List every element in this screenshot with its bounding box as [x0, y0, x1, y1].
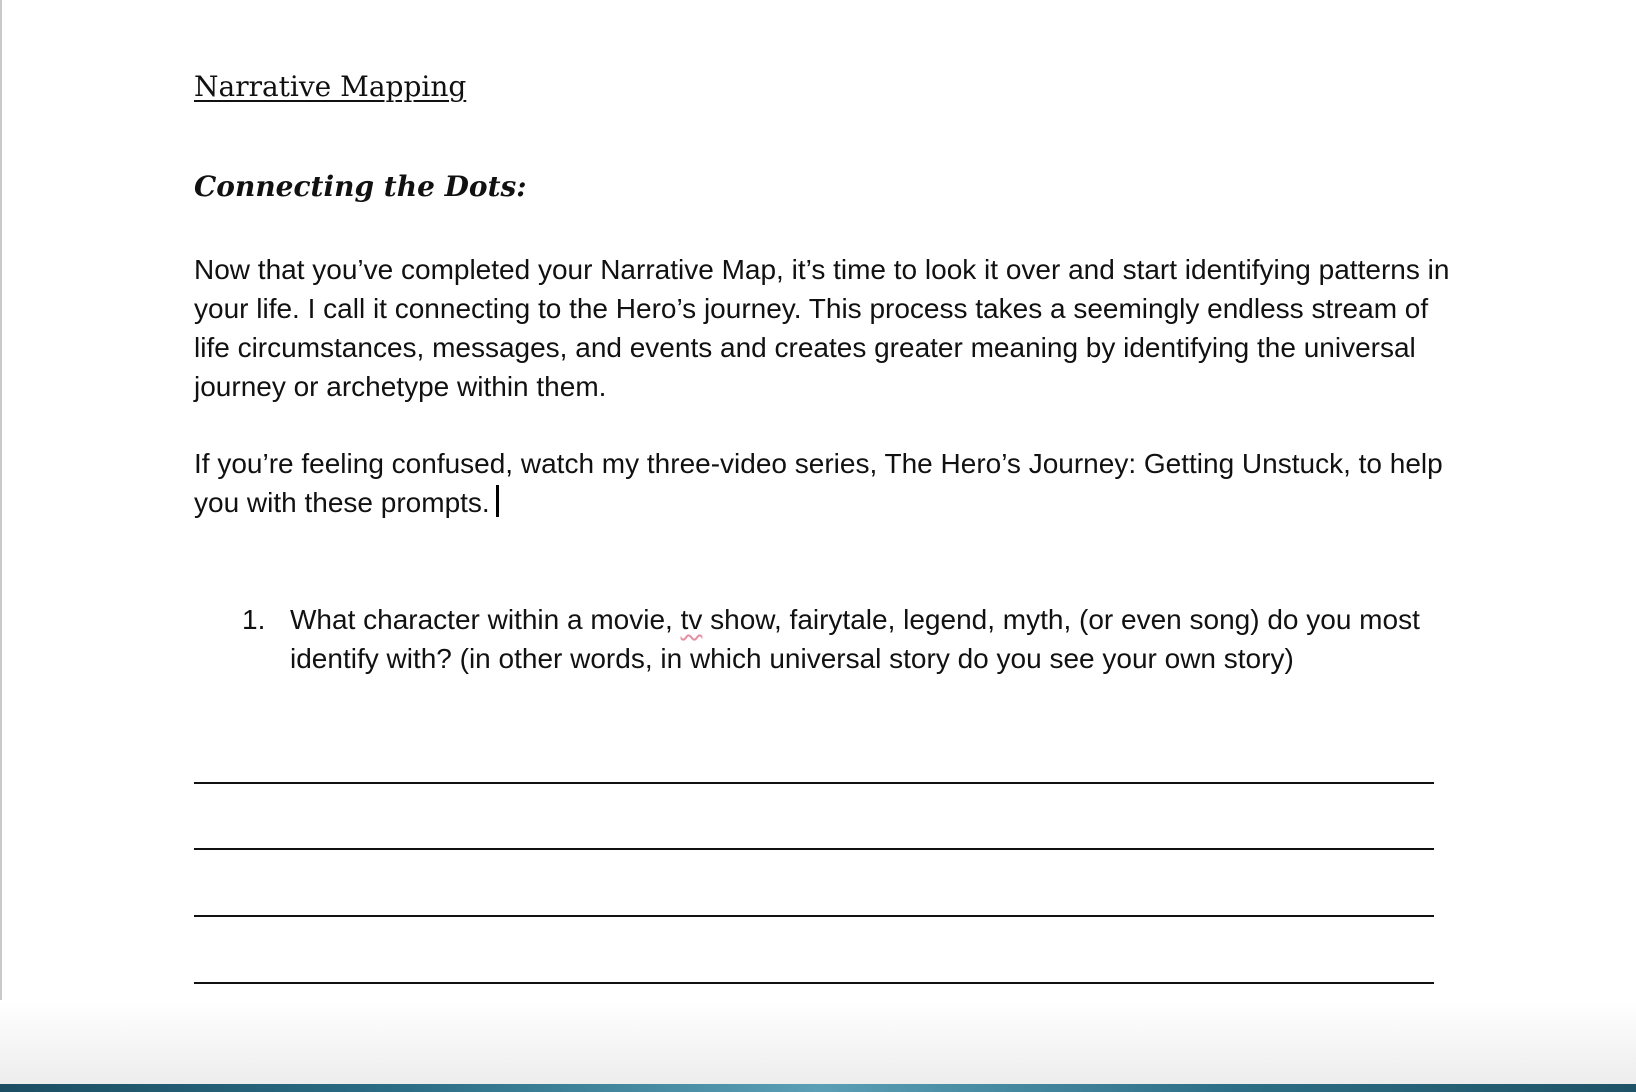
taskbar-strip: [0, 1084, 1636, 1092]
section-heading: Connecting the Dots:: [194, 170, 527, 203]
answer-line[interactable]: [194, 848, 1434, 850]
intro-paragraph: Now that you’ve completed your Narrative Map, it’s time to look it over and start identifying patterns in your life. I call it connecting to the Hero’s journey. This process takes a seemingly endless stream of life circumstances, messages, and events and creates greater meaning by identifying the universal journey or archetype within them.: [194, 254, 1450, 402]
answer-line[interactable]: [194, 782, 1434, 784]
answer-line[interactable]: [194, 915, 1434, 917]
question-number: 1.: [242, 604, 266, 635]
document-title: Narrative Mapping: [194, 70, 467, 103]
answer-line[interactable]: [194, 982, 1434, 984]
video-series-text: If you’re feeling confused, watch my three-video series, The Hero’s Journey: Getting Unstuck, to help you with these prompts.: [194, 448, 1443, 518]
question-text-start: What character within a movie,: [290, 604, 681, 635]
misspelled-word[interactable]: tv: [680, 604, 703, 635]
text-cursor: [496, 485, 499, 517]
document-page[interactable]: [194, 0, 1464, 1000]
question-list: [242, 600, 1422, 678]
window-left-border: [0, 0, 2, 1092]
question-text-end: show, fairytale, legend, myth, (or even song) do you most identify with? (in other words, in which universal story do you see your own story): [290, 604, 1420, 674]
video-series-paragraph: [194, 444, 1464, 522]
question-item: [242, 600, 1422, 678]
page-bottom-shadow: [0, 1000, 1636, 1084]
